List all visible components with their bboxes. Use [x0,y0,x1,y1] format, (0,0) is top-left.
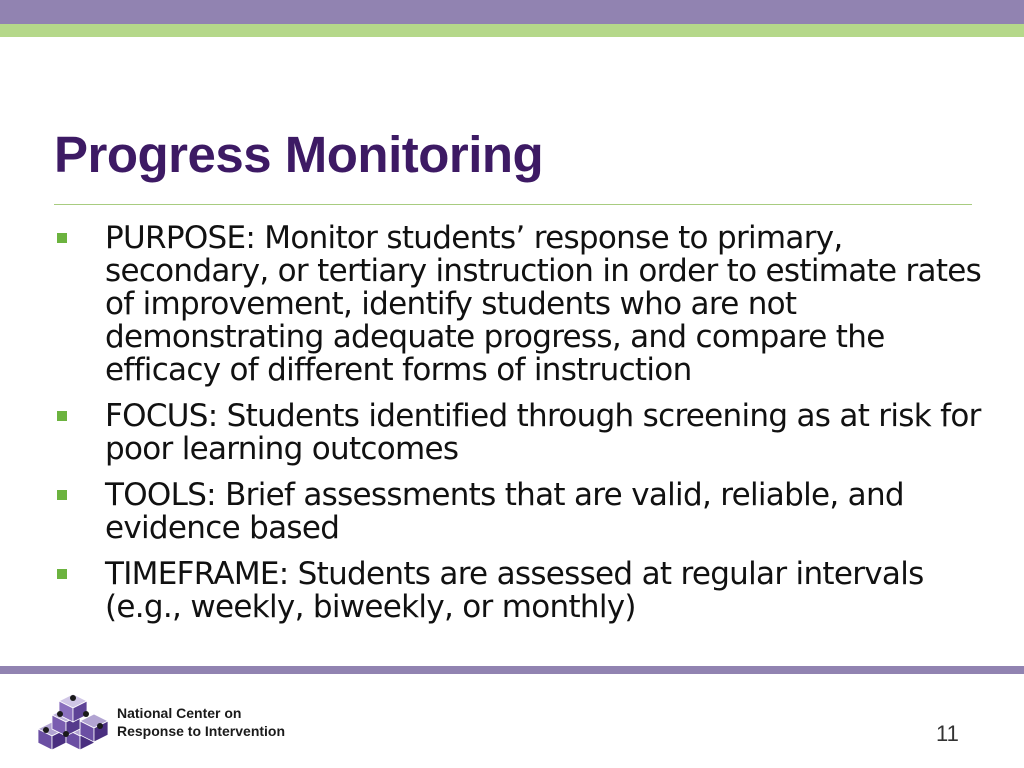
bullet-text: TIMEFRAME: Students are assessed at regular intervals (e.g., weekly, biweekly, or monthly) [105,556,924,625]
org-name-line1: National Center on [117,705,242,721]
square-bullet-icon [57,490,67,500]
slide-title: Progress Monitoring [54,126,544,183]
bullet-text: TOOLS: Brief assessments that are valid, reliable, and evidence based [105,477,904,546]
title-divider [54,204,972,205]
organization-name [117,704,285,740]
org-name-line2: Response to Intervention [117,723,286,739]
page-number: 11 [936,721,959,746]
square-bullet-icon [57,233,67,243]
bullet-item-tools [55,479,985,545]
top-purple-band [0,0,1024,24]
bullet-text: PURPOSE: Monitor students’ response to primary, secondary, or tertiary instruction in order to estimate rates of improvement, identify students who are not demonstrating adequate progress, and compare the efficacy of different forms of instruction [105,220,982,388]
bullet-item-focus [55,400,985,466]
square-bullet-icon [57,569,67,579]
footer-purple-band [0,666,1024,674]
bullet-item-timeframe [55,558,985,624]
bullet-item-purpose [55,222,985,387]
square-bullet-icon [57,411,67,421]
bullet-text: FOCUS: Students identified through screening as at risk for poor learning outcomes [105,398,981,467]
bullet-list [55,222,985,637]
top-green-band [0,24,1024,37]
stacked-cubes-icon [38,692,108,752]
